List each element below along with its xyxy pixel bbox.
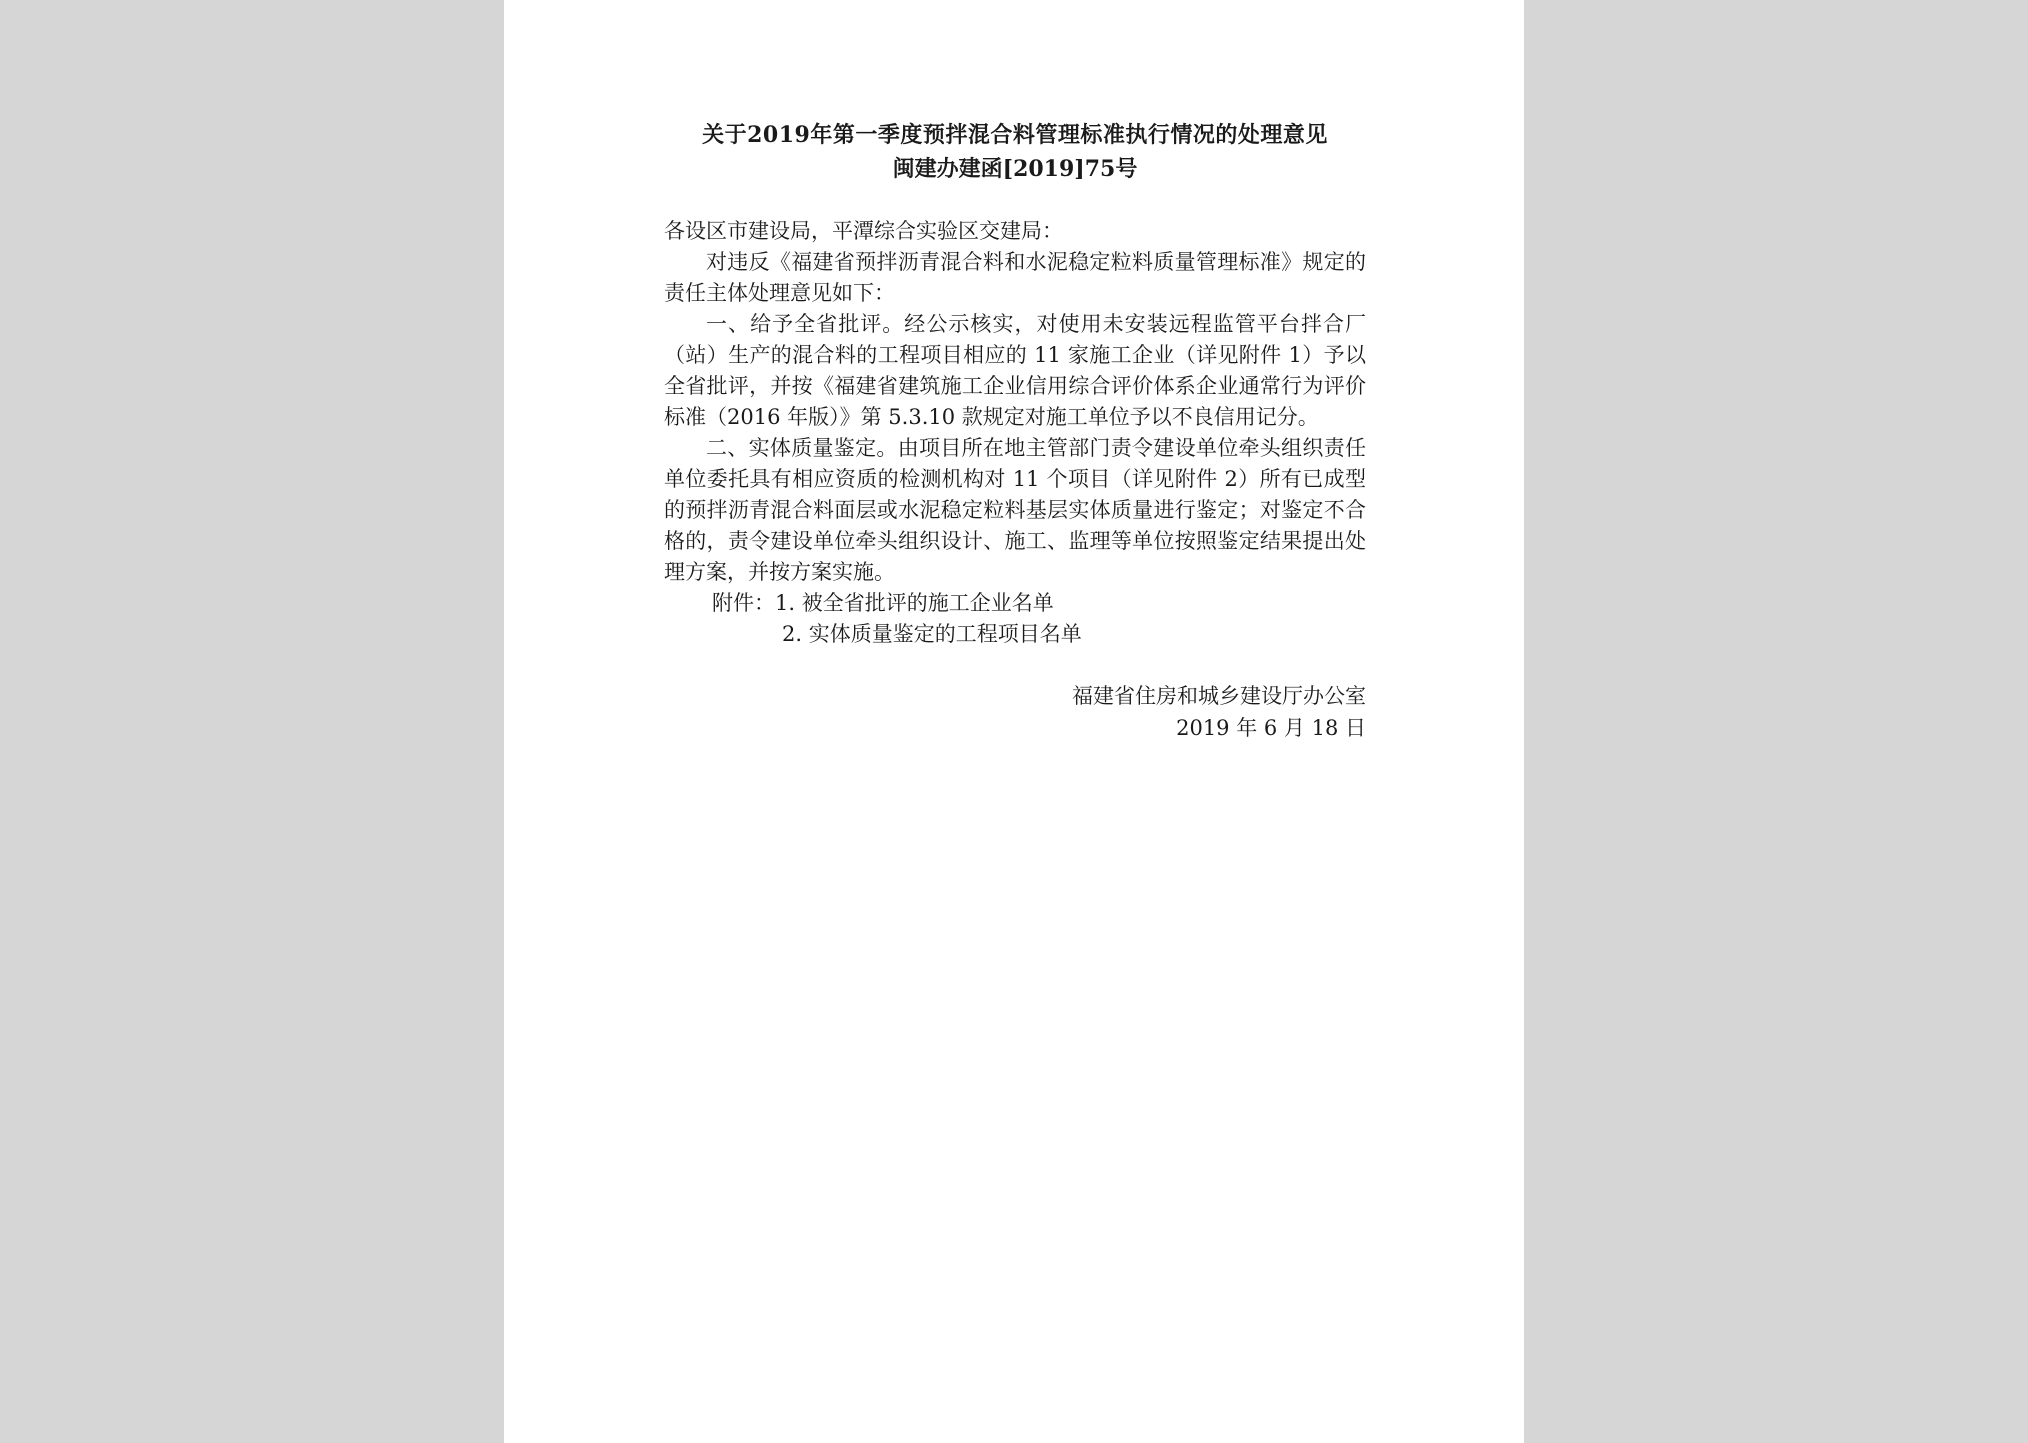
issue-date: 2019 年 6 月 18 日 xyxy=(1176,716,1366,740)
document-number: 闽建办建函[2019]75号 xyxy=(892,156,1138,182)
salutation: 各设区市建设局，平潭综合实验区交建局： xyxy=(664,219,1063,243)
item-2-paragraph: 二、实体质量鉴定。由项目所在地主管部门责令建设单位牵头组织责任单位委托具有相应资质的检测机构对 11 个项目（详见附件 2）所有已成型的预拌沥青混合料面层或水泥稳定粒料基层实体质量进行鉴定；对鉴定不合格的，责令建设单位牵头组织设计、施工、监理等单位按照鉴定结果提出处理方案，并按方案实施。 xyxy=(664,436,1366,584)
issuer-name: 福建省住房和城乡建设厅办公室 xyxy=(1072,684,1366,708)
document-page xyxy=(504,0,1524,1443)
intro-paragraph: 对违反《福建省预拌沥青混合料和水泥稳定粒料质量管理标准》规定的责任主体处理意见如下： xyxy=(664,250,1366,305)
attachment-row-1 xyxy=(664,588,1366,619)
signature-block xyxy=(664,680,1366,744)
attachment-row-2 xyxy=(664,619,1366,650)
document-body xyxy=(664,118,1366,744)
attachments-label: 附件： xyxy=(712,591,775,615)
attachment-item-2: 2. 实体质量鉴定的工程项目名单 xyxy=(782,622,1082,646)
item-1-paragraph: 一、给予全省批评。经公示核实，对使用未安装远程监管平台拌合厂（站）生产的混合料的工程项目相应的 11 家施工企业（详见附件 1）予以全省批评，并按《福建省建筑施工企业信用综合评价体系企业通常行为评价标准（2016 年版）》第 5.3.10 款规定对施工单位予以不良信用记分。 xyxy=(664,312,1366,429)
attachment-item-1: 1. 被全省批评的施工企业名单 xyxy=(775,591,1054,615)
document-title: 关于2019年第一季度预拌混合料管理标准执行情况的处理意见 xyxy=(702,122,1328,148)
